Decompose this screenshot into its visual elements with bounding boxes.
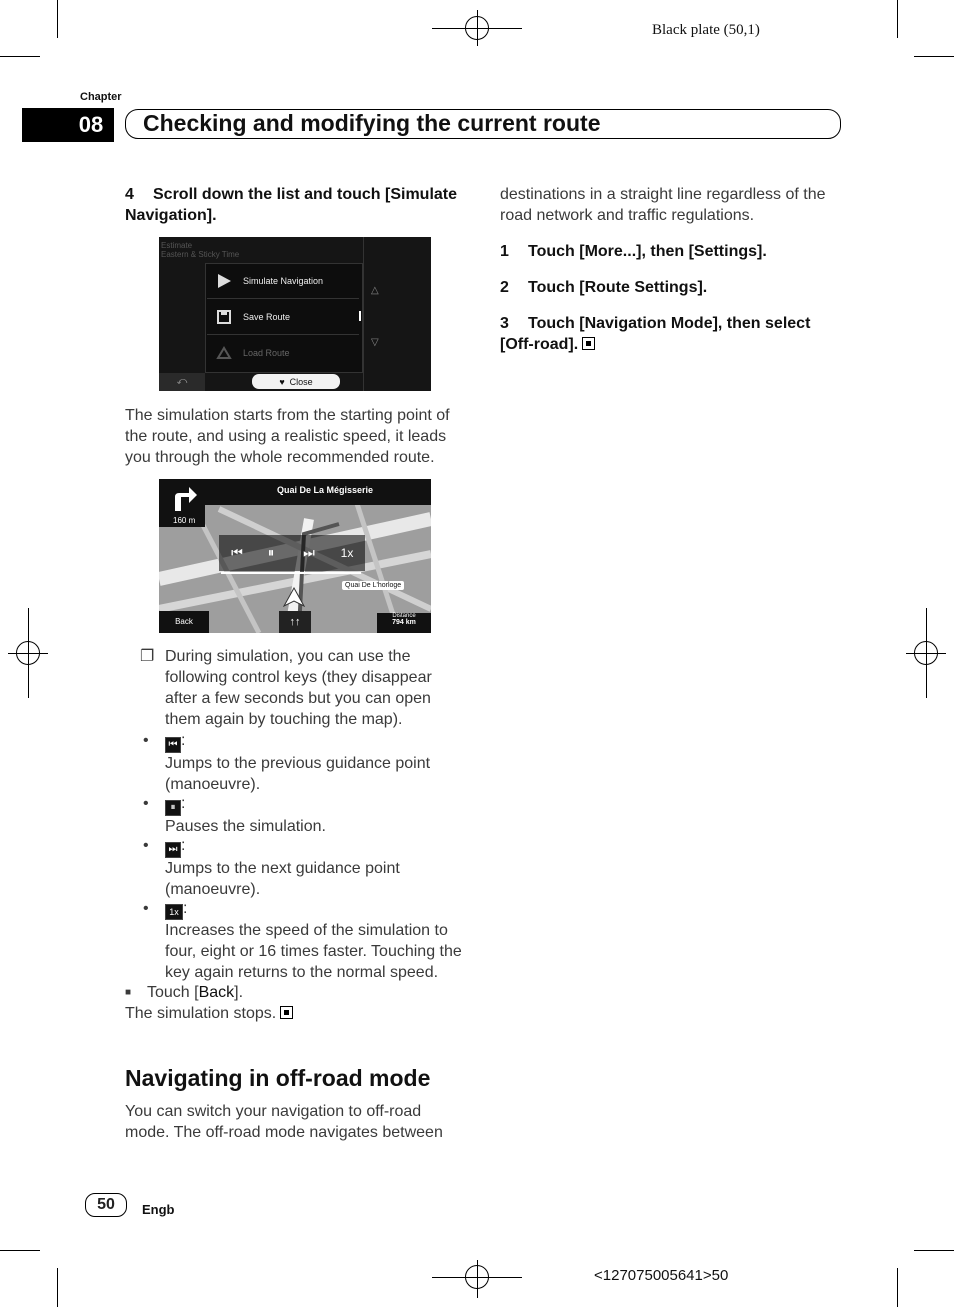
document-code: <127075005641>50 [594,1267,729,1284]
simulation-stops [125,1003,293,1024]
touch-back-label: Back [198,984,235,1001]
end-mark-icon [280,1006,293,1019]
step-text: Touch [Route Settings]. [528,279,708,296]
step-3 [500,313,845,355]
step-number: 2 [500,279,509,296]
offroad-paragraph-continued: destinations in a straight line regardless of the road network and traffic regulations. [500,186,826,224]
chapter-number [22,108,114,142]
distance-panel[interactable] [377,613,431,633]
menu-item-save-route[interactable] [207,300,359,335]
speed-button[interactable]: 1x [340,546,354,560]
street-callout: Quai De L'horloge [342,581,404,590]
vehicle-position-icon [283,587,305,607]
crop-mark [897,0,898,38]
note-text: During simulation, you can use the following control keys (they disappear after a few seconds but you can open them again by touching the map). [165,648,432,728]
paragraph-simulation: The simulation starts from the starting point of the route, and using a realistic speed, it leads you through the whole recommended route. [125,407,450,466]
back-arrow-icon[interactable]: ⤺ [159,373,205,391]
crop-mark [0,56,40,57]
prev-point-icon: ⏮ [165,737,181,753]
step-2 [500,277,845,298]
menu-screenshot [159,237,431,391]
next-point-icon: ⏭ [165,842,181,858]
step-number: 1 [500,243,509,260]
crop-mark [57,1268,58,1307]
scroll-up-icon[interactable]: △ [371,285,379,296]
next-point-button[interactable]: ⏭ [303,545,315,560]
registration-circle [16,641,40,665]
distance-label: Distance [392,613,416,619]
menu-item-label: Save Route [243,312,291,322]
scroll-indicator [359,311,361,321]
bullet-desc: Increases the speed of the simulation to four, eight or 16 times faster. Touching the key again returns to the normal speed. [165,922,462,981]
progress-track[interactable] [221,572,361,574]
touch-prefix: Touch [ [147,984,199,1001]
chapter-title: Checking and modifying the current route [143,110,601,136]
step-number: 3 [500,315,509,332]
touch-back-instruction [147,982,243,1003]
language-code: Engb [142,1202,175,1217]
distance-value: 794 km [392,619,416,626]
crop-mark [897,1268,898,1307]
prev-point-button[interactable]: ⏮ [231,545,243,560]
bullet-pause: ⏸ : Pauses the simulation. [165,795,326,835]
turn-distance: 160 m [173,516,196,525]
menu-item-simulate-navigation[interactable] [207,264,359,299]
menu-item-label: Simulate Navigation [243,276,324,286]
chapter-label: Chapter [80,91,122,103]
save-icon [215,308,233,326]
crop-mark [914,1250,954,1251]
bullet-desc: Jumps to the next guidance point (manoeuvre). [165,860,400,898]
divider [363,237,364,391]
touch-suffix: ]. [234,984,244,1001]
faded-background-text: Estimate Eastern & Sticky Time [161,241,240,259]
bullet-prev-point: ⏮ : Jumps to the previous guidance point (manoeuvre). [165,732,431,793]
page-number: 50 [85,1193,127,1217]
menu-item-load-route[interactable] [207,336,359,370]
registration-circle [465,1265,489,1289]
load-icon [215,344,233,362]
bullet-speed: 1x : Increases the speed of the simulation to four, eight or 16 times faster. Touching the key again returns to the normal speed. [165,900,462,981]
step-text: Scroll down the list and touch [Simulate Navigation]. [125,186,458,224]
step-text: Touch [More...], then [Settings]. [528,243,767,260]
menu-item-label: Load Route [243,348,290,358]
pause-button[interactable]: ⏸ [267,545,275,560]
bullet-desc: Pauses the simulation. [165,818,326,835]
bullet-dot: • [143,837,149,854]
section-heading-offroad: Navigating in off-road mode [125,1065,431,1091]
play-icon [215,272,233,290]
step-4 [125,184,470,226]
bullet-dot: • [143,732,149,749]
registration-circle [465,16,489,40]
turn-right-arrow-icon [169,483,199,513]
offroad-paragraph: You can switch your navigation to off-road mode. The off-road mode navigates between [125,1103,443,1141]
step-number: 4 [125,186,134,203]
map-screenshot[interactable] [159,479,431,633]
step-text: Touch [Navigation Mode], then select [Off-road]. [500,315,811,353]
step-square-icon: ■ [125,987,132,998]
close-button[interactable] [252,374,340,389]
simulation-stops-text: The simulation stops. [125,1005,277,1022]
crop-mark [914,56,954,57]
crop-mark [0,1250,40,1251]
pause-icon: ⏸ [165,800,181,816]
crop-mark [57,0,58,38]
lane-arrows-icon: ↑↑ [279,611,311,633]
bullet-desc: Jumps to the previous guidance point (manoeuvre). [165,755,431,793]
heart-icon: ♥ [279,376,285,387]
end-mark-icon [582,337,595,350]
step-1 [500,241,845,262]
plate-label: Black plate (50,1) [652,22,760,38]
scroll-down-icon[interactable]: ▽ [371,337,379,348]
bullet-dot: • [143,795,149,812]
note-marker: ❐ [140,648,155,665]
street-name: Quai De La Mégisserie [277,485,374,495]
bullet-next-point: ⏭ : Jumps to the next guidance point (manoeuvre). [165,837,400,898]
back-button[interactable]: Back [159,611,209,633]
registration-circle [914,641,938,665]
close-label: Close [289,376,313,387]
chapter-number-text: 08 [78,112,104,137]
bullet-dot: • [143,900,149,917]
speed-icon: 1x [165,904,183,920]
